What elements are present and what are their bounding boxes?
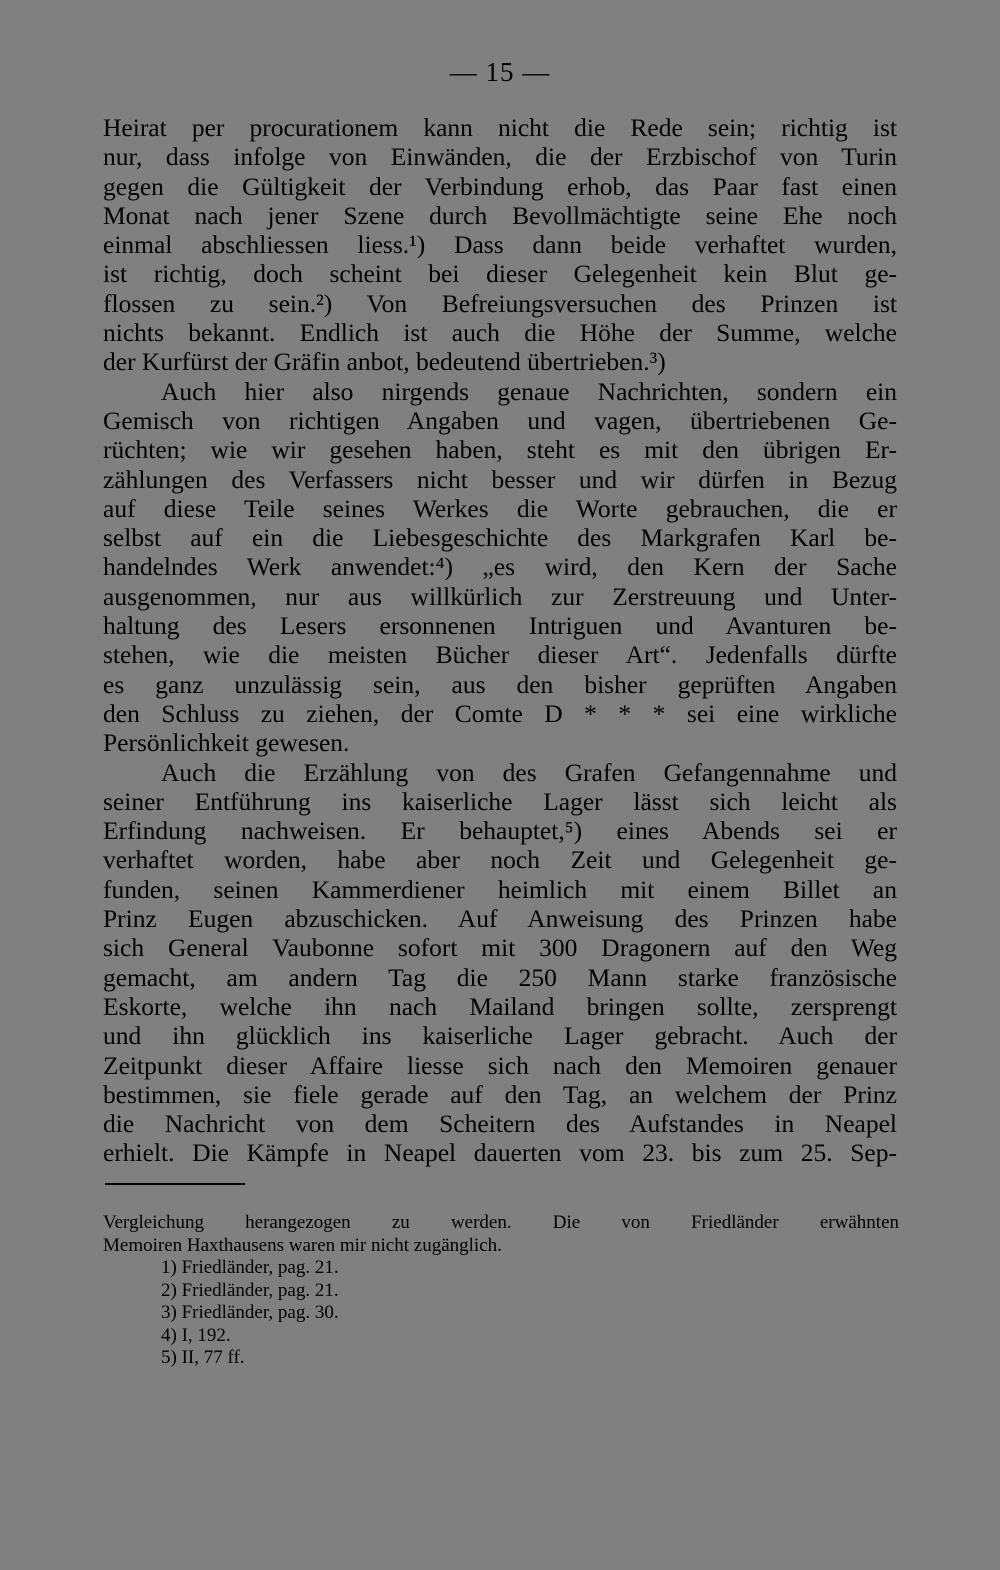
footnote-continuation-line: Vergleichung herangezogen zu werden. Die von Friedländer erwähnten (103, 1212, 899, 1233)
text-line: ist richtig, doch scheint bei dieser Gelegenheit kein Blut ge- (103, 259, 897, 289)
text-line: Erfindung nachweisen. Er behauptet,⁵) eines Abends sei er (103, 816, 897, 846)
text-line: erhielt. Die Kämpfe in Neapel dauerten vom 23. bis zum 25. Sep- (103, 1138, 897, 1168)
text-line: flossen zu sein.²) Von Befreiungsversuchen des Prinzen ist (103, 288, 897, 318)
text-line: Monat nach jener Szene durch Bevollmächtigte seine Ehe noch (103, 200, 897, 230)
text-line: ausgenommen, nur aus willkürlich zur Zerstreuung und Unter- (103, 581, 897, 611)
text-line: Persönlichkeit gewesen. (103, 728, 350, 758)
text-line: Auch hier also nirgends genaue Nachrichten, sondern ein (161, 376, 897, 406)
footnotes (103, 1212, 899, 1370)
text-line: Heirat per procurationem kann nicht die Rede sein; richtig ist (103, 113, 897, 142)
footnote-continuation-line: Memoiren Haxthausens waren mir nicht zugänglich. (103, 1234, 502, 1256)
text-line: und ihn glücklich ins kaiserliche Lager gebracht. Auch der (103, 1021, 897, 1051)
paragraph-1 (103, 113, 897, 377)
text-line: die Nachricht von dem Scheitern des Aufstandes in Neapel (103, 1109, 897, 1139)
text-line: der Kurfürst der Gräfin anbot, bedeutend übertrieben.³) (103, 347, 666, 377)
body-text (103, 113, 897, 1168)
page-number: — 15 — (449, 57, 551, 87)
text-line: einmal abschliessen liess.¹) Dass dann beide verhaftet wurden, (103, 230, 897, 260)
text-line: stehen, wie die meisten Bücher dieser Art“. Jedenfalls dürfte (103, 640, 897, 670)
text-line: selbst auf ein die Liebesgeschichte des Markgrafen Karl be- (103, 523, 897, 553)
footnote-item: 4) I, 192. (161, 1324, 231, 1346)
text-line: es ganz unzulässig sein, aus den bisher geprüften Angaben (103, 669, 897, 699)
text-line: funden, seinen Kammerdiener heimlich mit einem Billet an (103, 874, 897, 904)
text-line: rüchten; wie wir gesehen haben, steht es mit den übrigen Er- (103, 435, 897, 465)
text-line: gegen die Gültigkeit der Verbindung erhob, das Paar fast einen (103, 171, 897, 201)
footnote-divider (105, 1183, 245, 1185)
footnote-item: 5) II, 77 ff. (161, 1347, 245, 1368)
text-line: Eskorte, welche ihn nach Mailand bringen sollte, zersprengt (103, 991, 897, 1021)
paragraph-3 (103, 758, 897, 1168)
text-line: zählungen des Verfassers nicht besser und wir dürfen in Bezug (103, 464, 897, 494)
text-line: bestimmen, sie fiele gerade auf den Tag, an welchem der Prinz (103, 1079, 897, 1109)
text-line: Zeitpunkt dieser Affaire liesse sich nach den Memoiren genauer (103, 1050, 897, 1080)
text-line: Prinz Eugen abzuschicken. Auf Anweisung des Prinzen habe (103, 904, 897, 934)
footnote-item: 3) Friedländer, pag. 30. (161, 1302, 339, 1323)
paragraph-2 (103, 377, 897, 758)
text-line: haltung des Lesers ersonnenen Intriguen und Avanturen be- (103, 611, 897, 641)
text-line: seiner Entführung ins kaiserliche Lager lässt sich leicht als (103, 786, 897, 816)
footnote-item: 2) Friedländer, pag. 21. (161, 1279, 339, 1301)
text-line: nichts bekannt. Endlich ist auch die Höhe der Summe, welche (103, 318, 897, 348)
text-line: gemacht, am andern Tag die 250 Mann starke französische (103, 962, 897, 992)
text-line: den Schluss zu ziehen, der Comte D * * * sei eine wirkliche (103, 698, 897, 728)
text-line: handelndes Werk anwendet:⁴) „es wird, den Kern der Sache (103, 552, 897, 582)
text-line: Auch die Erzählung von des Grafen Gefangennahme und (161, 757, 897, 787)
text-line: auf diese Teile seines Werkes die Worte gebrauchen, die er (103, 493, 897, 523)
footnote-item: 1) Friedländer, pag. 21. (161, 1257, 339, 1278)
text-line: verhaftet worden, habe aber noch Zeit und Gelegenheit ge- (103, 845, 897, 875)
text-line: sich General Vaubonne sofort mit 300 Dragonern auf den Weg (103, 933, 897, 963)
text-line: Gemisch von richtigen Angaben und vagen, übertriebenen Ge- (103, 405, 897, 435)
text-line: nur, dass infolge von Einwänden, die der Erzbischof von Turin (103, 142, 897, 172)
